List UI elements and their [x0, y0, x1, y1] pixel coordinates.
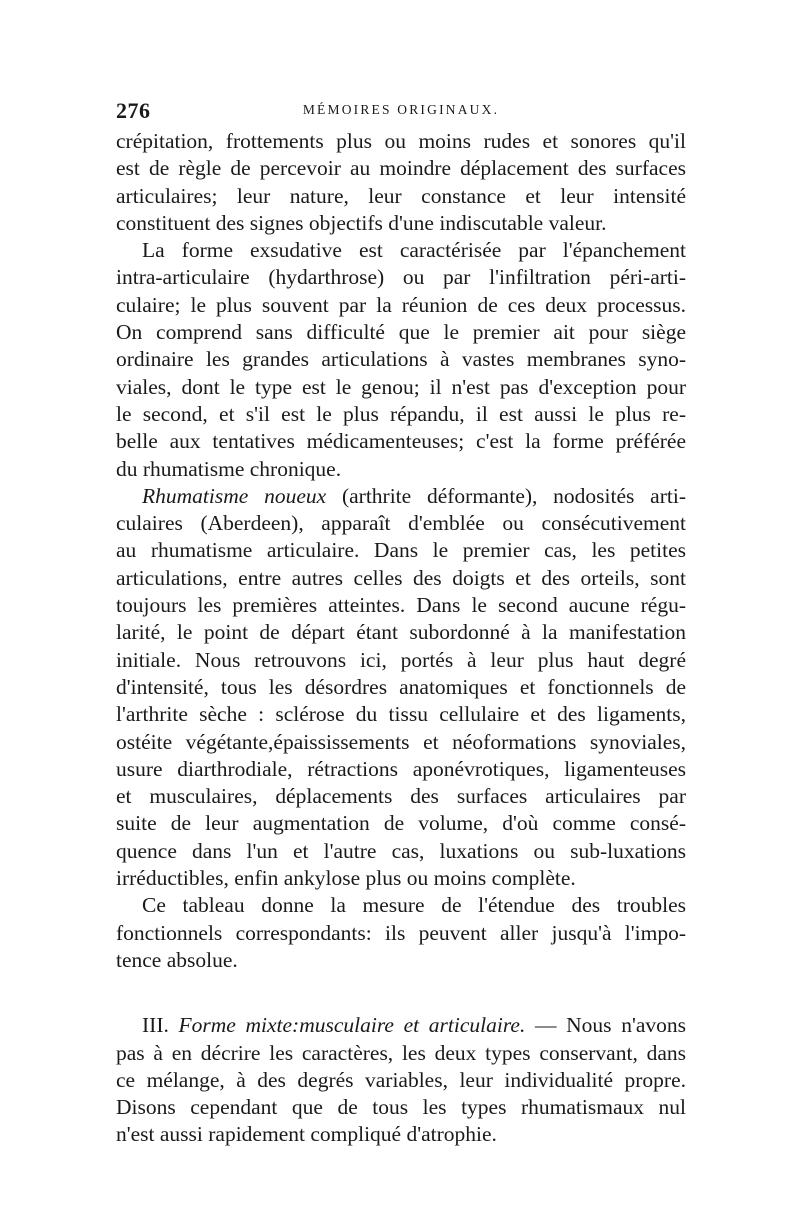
section-title: Forme mixte:musculaire et articulaire.: [178, 1013, 526, 1038]
text-line: quence dans l'un et l'autre cas, luxations ou sub-luxations: [116, 838, 686, 863]
text-line: au rhumatisme articulaire. Dans le premier cas, les petites: [116, 538, 686, 563]
text-run: — Nous n'avons: [525, 1013, 686, 1038]
text-line: et musculaires, déplacements des surfaces articulaires par: [116, 784, 686, 809]
text-line: Ce tableau donne la mesure de l'étendue des troubles: [142, 893, 686, 918]
text-line: n'est aussi rapidement compliqué d'atrophie.: [116, 1122, 497, 1147]
section-number: III.: [142, 1013, 179, 1038]
text-line: culaire; le plus souvent par la réunion de ces deux processus.: [116, 292, 686, 317]
text-line: constituent des signes objectifs d'une indiscutable valeur.: [116, 210, 607, 235]
page-header: [116, 98, 686, 128]
text-line: initiale. Nous retrouvons ici, portés à leur plus haut degré: [116, 647, 686, 672]
text-line: ordinaire les grandes articulations à vastes membranes syno-: [116, 347, 686, 372]
text-line: [116, 483, 686, 510]
text-line: usure diarthrodiale, rétractions aponévrotiques, ligamenteuses: [116, 756, 686, 781]
text-line: larité, le point de départ étant subordonné à la manifestation: [116, 620, 686, 645]
text-line: du rhumatisme chronique.: [116, 456, 342, 481]
section-heading-line: [116, 1012, 686, 1039]
text-line: fonctionnels correspondants: ils peuvent aller jusqu'à l'impo-: [116, 920, 686, 945]
text-line: crépitation, frottements plus ou moins rudes et sonores qu'il: [116, 129, 686, 153]
paragraph-forme-exsudative: [116, 237, 686, 483]
text-line: irréductibles, enfin ankylose plus ou moins complète.: [116, 866, 576, 891]
body-text: [116, 128, 686, 1149]
text-line: est de règle de percevoir au moindre déplacement des surfaces: [116, 156, 686, 181]
text-line: ostéite végétante,épaississements et néoformations synoviales,: [116, 729, 686, 754]
text-line: d'intensité, tous les désordres anatomiques et fonctionnels de: [116, 674, 686, 699]
text-line: viales, dont le type est le genou; il n'est pas d'exception pour: [116, 374, 686, 399]
text-line: intra-articulaire (hydarthrose) ou par l'infiltration péri-arti-: [116, 265, 686, 290]
page-number: 276: [116, 98, 151, 123]
text-line: articulations, entre autres celles des doigts et des orteils, sont: [116, 565, 686, 590]
italic-term: Rhumatisme noueux: [142, 483, 327, 508]
text-line: ce mélange, à des degrés variables, leur individualité propre.: [116, 1067, 686, 1092]
text-line: articulaires; leur nature, leur constance et leur intensité: [116, 183, 686, 208]
text-line: pas à en décrire les caractères, les deux types conservant, dans: [116, 1040, 686, 1065]
paragraph-rhumatisme-noueux: [116, 483, 686, 892]
paragraph-continuation: [116, 128, 686, 237]
text-run: (arthrite déformante), nodosités arti-: [326, 483, 686, 508]
text-line: culaires (Aberdeen), apparaît d'emblée ou consécutivement: [116, 511, 686, 536]
text-line: l'arthrite sèche : sclérose du tissu cellulaire et des ligaments,: [116, 702, 686, 727]
text-line: Disons cependant que de tous les types rhumatismaux nul: [116, 1095, 686, 1120]
text-line: tence absolue.: [116, 947, 238, 972]
paragraph-tableau: [116, 892, 686, 974]
text-line: suite de leur augmentation de volume, d'où comme consé-: [116, 811, 686, 836]
paragraph-section-iii: [116, 1012, 686, 1148]
text-line: On comprend sans difficulté que le premier ait pour siège: [116, 320, 686, 345]
text-line: le second, et s'il est le plus répandu, il est aussi le plus re-: [116, 401, 686, 426]
text-line: La forme exsudative est caractérisée par l'épanchement: [142, 238, 686, 263]
text-line: belle aux tentatives médicamenteuses; c'est la forme préférée: [116, 429, 686, 454]
text-line: toujours les premières atteintes. Dans le second aucune régu-: [116, 593, 686, 618]
running-title: MÉMOIRES ORIGINAUX.: [302, 102, 500, 117]
